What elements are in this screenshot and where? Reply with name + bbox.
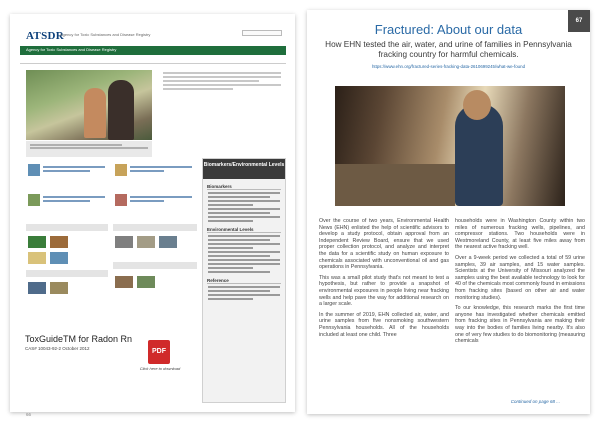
left-page <box>10 14 295 417</box>
hero-figure-child <box>84 88 106 138</box>
article-column-left <box>319 218 449 342</box>
tile-icon <box>115 194 127 206</box>
paragraph: This was a small pilot study that's not meant to test a hypothesis, but rather to provide a snapshot of environmental exposures in people living near fracking wells and help pave the way for additional research on a larger scale. <box>319 274 449 308</box>
thumb-row <box>115 236 177 248</box>
atsdr-header <box>20 24 286 64</box>
article-title: Fractured: About our data <box>374 22 523 37</box>
page-number-right: 67 <box>568 10 590 32</box>
hero-text-block <box>158 70 286 130</box>
side-panel-title: Biomarkers/Environmental Levels <box>203 159 285 179</box>
continued-link[interactable]: Continued on page 68 ... <box>510 399 560 404</box>
thumbnail[interactable] <box>28 252 46 264</box>
tile-icon <box>115 164 127 176</box>
section-bar-right <box>113 262 197 269</box>
lab-technician-head <box>463 90 491 120</box>
hero-image[interactable] <box>26 70 152 140</box>
tile-link[interactable] <box>115 162 195 192</box>
toxguide-title: ToxGuideTM for Radon Rn <box>25 334 133 344</box>
tile-label <box>130 194 192 204</box>
thumbnail[interactable] <box>50 252 68 264</box>
thumbnail[interactable] <box>28 282 46 294</box>
page-number-left: 66 <box>26 412 32 417</box>
hero-caption <box>26 141 152 157</box>
side-panel <box>202 158 286 403</box>
thumbnail[interactable] <box>50 282 68 294</box>
thumbnail[interactable] <box>137 276 155 288</box>
side-section-biomarkers: Biomarkers <box>207 184 281 190</box>
tile-link[interactable] <box>28 162 108 192</box>
thumb-row <box>115 276 155 288</box>
article-url-link[interactable]: https://www.ehn.org/fractured-series-fracking-data-2610699245/what-we-found <box>371 64 526 69</box>
section-bar-left <box>26 224 108 231</box>
pdf-download-link[interactable]: Click here to download <box>139 366 181 371</box>
tile-icon <box>28 194 40 206</box>
paragraph: households were in Washington County within two miles of numerous fracking wells, pipelines, and compressor stations. Two households were in Westmoreland County, at least five miles away from the nearest active fracking well. <box>455 218 585 251</box>
tile-label <box>43 164 105 174</box>
paragraph: Over the course of two years, Environmental Health News (EHN) enlisted the help of scientific advisors to develop a study protocol, obtain approval from an Independent Review Board, ensure that we used proper collection protocol, and analyze and interpret the data for a scientific study on human exposure to chemicals associated with unconventional oil and gas operations in Pennsylvania. <box>319 218 449 271</box>
tile-link[interactable] <box>115 192 195 222</box>
atsdr-banner <box>20 46 286 55</box>
pdf-icon[interactable]: PDF <box>148 340 170 364</box>
search-input[interactable] <box>242 30 282 36</box>
article-column-right <box>455 218 585 349</box>
right-page <box>307 10 590 414</box>
thumb-row <box>28 236 68 248</box>
thumbnail[interactable] <box>137 236 155 248</box>
article-subtitle: How EHN tested the air, water, and urine of families in Pennsylvania fracking country for harmful chemicals. <box>325 40 572 59</box>
tile-icon <box>28 164 40 176</box>
hero-figure-adult <box>108 80 134 140</box>
atsdr-agency-name: Agency for Toxic Substances and Disease Registry <box>60 32 151 37</box>
paragraph: To our knowledge, this research marks the first time anyone has investigated whether chemicals emitted from fracking sites in Pennsylvania are making their way into the bodies of families living nearby. It's also one of very few studies to do biomonitoring (measuring chemicals <box>455 305 585 345</box>
paragraph: Over a 9-week period we collected a total of 59 urine samples, 39 air samples, and 15 water samples. Scientists at the University of Missouri analyzed the samples using the best available technology to look for 40 of the chemicals most commonly found in emissions from fracking sites (based on other air and water monitoring studies). <box>455 254 585 301</box>
lab-bench <box>335 164 455 206</box>
side-section-reference: Reference <box>207 278 281 284</box>
atsdr-logo[interactable]: ATSDR <box>26 30 64 42</box>
thumbnail[interactable] <box>50 236 68 248</box>
thumb-row <box>28 252 68 264</box>
toxguide-cas: CAS# 10043-92-2 October 2012 <box>25 346 90 351</box>
thumb-row <box>28 282 68 294</box>
banner-text: Agency for Toxic Substances and Disease Registry <box>26 47 117 52</box>
tile-link[interactable] <box>28 192 108 222</box>
section-bar-right <box>113 224 197 231</box>
tile-label <box>43 194 105 204</box>
side-section-environmental: Environmental Levels <box>207 227 281 233</box>
section-bar-left <box>26 270 108 277</box>
lab-photo <box>335 86 565 206</box>
paragraph: In the summer of 2019, EHN collected air, water, and urine samples from five nonsmoking southwestern Pennsylvania households. All of the households included at least one child. Three <box>319 311 449 338</box>
tile-label <box>130 164 192 174</box>
thumbnail[interactable] <box>115 276 133 288</box>
thumbnail[interactable] <box>159 236 177 248</box>
thumbnail[interactable] <box>28 236 46 248</box>
thumbnail[interactable] <box>115 236 133 248</box>
